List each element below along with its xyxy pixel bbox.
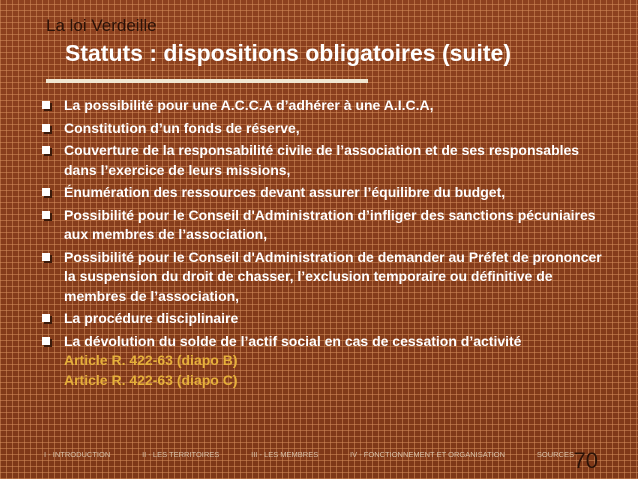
bullet-item: Constitution d’un fonds de réserve, bbox=[42, 119, 602, 139]
square-bullet-icon bbox=[42, 124, 50, 132]
nav-fonctionnement[interactable]: IV - FONCTIONNEMENT ET ORGANISATION bbox=[350, 450, 506, 459]
square-bullet-icon bbox=[42, 146, 50, 154]
bullet-item: Possibilité pour le Conseil d'Administration de demander au Préfet de prononcer la suspension du droit de chasser, l’exclusion temporaire ou définitive de membres de l’association, bbox=[42, 248, 602, 307]
square-bullet-icon bbox=[42, 188, 50, 196]
bullet-item: Possibilité pour le Conseil d'Administration d’infliger des sanctions pécuniaires aux membres de l’association, bbox=[42, 206, 602, 245]
slide-title: Statuts : dispositions obligatoires (suite) bbox=[65, 40, 511, 66]
bullet-item: La possibilité pour une A.C.C.A d’adhérer à une A.I.C.A, bbox=[42, 96, 602, 116]
page-number: 70 bbox=[573, 448, 598, 473]
square-bullet-icon bbox=[42, 314, 50, 322]
footer-nav bbox=[44, 450, 574, 459]
article-link-c[interactable]: Article R. 422-63 (diapo C) bbox=[64, 371, 238, 388]
square-bullet-icon bbox=[42, 337, 50, 345]
nav-introduction[interactable]: I - INTRODUCTION bbox=[44, 450, 111, 459]
bullet-item: Couverture de la responsabilité civile de l’association et de ses responsables dans l’exercice de leurs missions, bbox=[42, 141, 602, 180]
nav-territoires[interactable]: II - LES TERRITOIRES bbox=[142, 450, 220, 459]
bullet-item: Énumération des ressources devant assurer l’équilibre du budget, bbox=[42, 183, 602, 203]
square-bullet-icon bbox=[42, 211, 50, 219]
nav-membres[interactable]: III - LES MEMBRES bbox=[251, 450, 319, 459]
title-underline bbox=[46, 79, 368, 83]
bullet-item: La procédure disciplinaire bbox=[42, 309, 602, 329]
square-bullet-icon bbox=[42, 101, 50, 109]
bullet-list bbox=[42, 96, 602, 393]
article-link-b[interactable]: Article R. 422-63 (diapo B) bbox=[64, 352, 238, 368]
presentation-supertitle: La loi Verdeille bbox=[46, 16, 157, 35]
bullet-item: La dévolution du solde de l’actif social en cas de cessation d’activité Article R. 422-63 (diapo B) Article R. 422-63 (diapo C) bbox=[42, 332, 602, 391]
square-bullet-icon bbox=[42, 253, 50, 261]
nav-sources[interactable]: SOURCES bbox=[536, 450, 574, 459]
